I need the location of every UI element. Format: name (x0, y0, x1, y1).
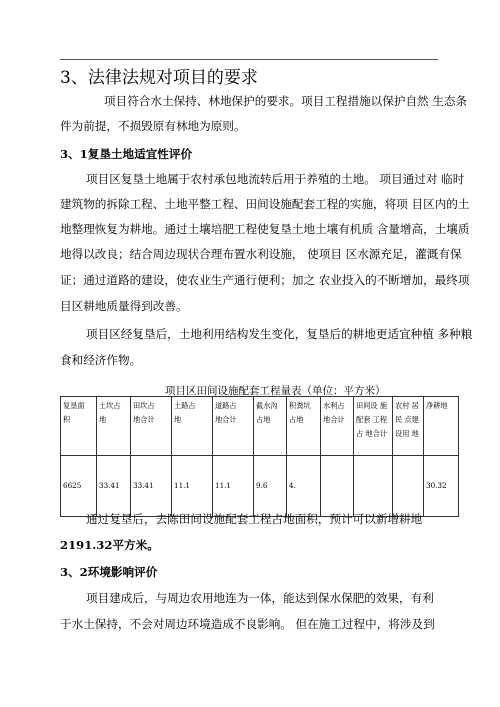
data-cell: 30.32 (424, 456, 459, 517)
data-cell (393, 456, 424, 517)
para5-line2: 于水土保持，不会对周边环境造成不良影响。 但在施工过程中，将涉及到 (60, 617, 435, 631)
data-cell (354, 456, 393, 517)
header-cell: 田坎占 地合计 (131, 397, 172, 456)
header-cell: 土路占 地 (172, 397, 213, 456)
section-heading-2: 3、2环境影响评价 (60, 565, 158, 579)
header-cell: 农村 居 民 点建 设用 地 (393, 397, 424, 456)
data-cell: 4. (287, 456, 321, 517)
header-cell: 积粪坑 占地 (287, 397, 321, 456)
header-cell: 田间设 施 配套 工程 占 地合计 (354, 397, 393, 456)
para2-line3: 地整理恢复为耕地。通过土壤培肥工程使复垦土地土壤有机质 含量增高，土壤质 (60, 222, 470, 236)
table-header-row (61, 397, 459, 456)
data-cell: 6625 (61, 456, 97, 517)
para1-line2: 件为前提，不损毁原有林地为原则。 (60, 119, 246, 133)
section-heading-1: 3、1复垦土地适宜性评价 (60, 147, 193, 161)
page-heading: 3、法律法规对项目的要求 (60, 68, 258, 88)
para5-line1: 项目建成后，与周边农用地连为一体，能达到保水保肥的效果，有利 (86, 591, 434, 605)
header-cell: 净耕地 (424, 397, 459, 456)
data-cell: 33.41 (97, 456, 131, 517)
facility-table (60, 396, 459, 517)
header-cell: 土坎占 地 (97, 397, 131, 456)
data-cell: 9.6 (254, 456, 287, 517)
para3-line2: 食和经济作物。 (60, 353, 142, 367)
data-cell: 33.41 (131, 456, 172, 517)
table-caption: 项目区田间设施配套工程量表（单位：平方米） (165, 385, 386, 397)
para2-line5: 证；通过道路的建设，使农业生产通行便利；加之 农业投入的不断增加，最终项 (60, 273, 470, 287)
para2-line1: 项目区复垦土地属于农村承包地流转后用于养殖的土地。 项目通过对 临时 (86, 172, 465, 186)
data-cell: 11.1 (172, 456, 213, 517)
header-cell: 截水沟 占地 (254, 397, 287, 456)
para2-line4: 地得以改良；结合周边现状合理布置水利设施， 使项目 区水源充足，灌溉有保 (60, 247, 462, 261)
para2-line2: 建筑物的拆除工程、土地平整工程、田间设施配套工程的实施，将项 目区内的土 (60, 197, 470, 211)
para1-line1: 项目符合水土保持、林地保护的要求。项目工程措施以保护自然 生态条 (104, 94, 468, 108)
header-cell: 水利占 地合计 (321, 397, 354, 456)
data-cell (321, 456, 354, 517)
data-cell: 11.1 (213, 456, 254, 517)
table-row (61, 456, 459, 517)
para4-line1: 通过复垦后，去陈田间设施配套工程占地面积，预计可以新增耕地 (86, 512, 423, 526)
header-cell: 道路占 地合计 (213, 397, 254, 456)
header-cell: 复垦面 积 (61, 397, 97, 456)
para3-line1: 项目区经复垦后，土地利用结构发生变化，复垦后的耕地更适宜种植 多种粮 (86, 327, 473, 341)
para2-line6: 目区耕地质量得到改善。 (60, 299, 188, 313)
top-rule (60, 59, 438, 60)
para4-line2: 2191.32平方米。 (60, 538, 159, 552)
